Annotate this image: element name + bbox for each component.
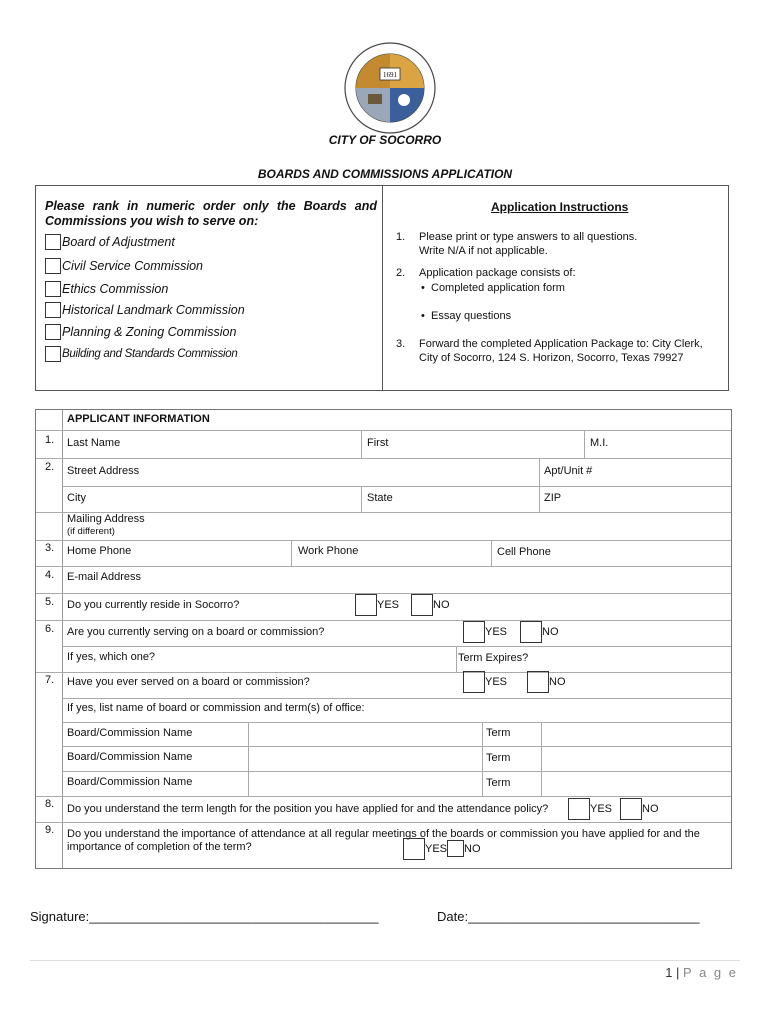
row-number: 9. <box>45 824 55 836</box>
applicant-header: APPLICANT INFORMATION <box>67 413 210 425</box>
seal-year: 1691 <box>383 71 397 79</box>
city-field[interactable]: City <box>67 492 86 504</box>
section-divider <box>382 186 383 390</box>
first-name-field[interactable]: First <box>367 437 389 449</box>
no-checkbox[interactable] <box>527 671 549 693</box>
city-seal-logo <box>344 42 436 134</box>
email-field[interactable]: E-mail Address <box>67 571 141 583</box>
apt-unit-field[interactable]: Apt/Unit # <box>544 465 593 477</box>
middle-initial-field[interactable]: M.I. <box>590 437 609 449</box>
q9-yes-option[interactable]: YES <box>403 838 447 860</box>
q5-yes-option[interactable]: YES <box>355 594 399 616</box>
board-label: Historical Landmark Commission <box>62 303 245 317</box>
term-field[interactable]: Term <box>486 777 511 789</box>
page-number: 1 | P a g e <box>665 965 738 980</box>
q7-no-option[interactable]: NO <box>527 671 566 693</box>
yes-checkbox[interactable] <box>355 594 377 616</box>
mailing-note: (if different) <box>67 526 115 537</box>
board-label: Building and Standards Commission <box>62 348 238 360</box>
row-number: 6. <box>45 623 55 635</box>
q5-no-option[interactable]: NO <box>411 594 450 616</box>
form-title: BOARDS AND COMMISSIONS APPLICATION <box>257 167 513 181</box>
no-checkbox[interactable] <box>520 621 542 643</box>
street-address-field[interactable]: Street Address <box>67 465 140 477</box>
row-number: 3. <box>45 542 55 554</box>
mailing-address-field[interactable]: Mailing Address <box>67 513 145 525</box>
no-checkbox[interactable] <box>447 840 464 857</box>
cell-phone-field[interactable]: Cell Phone <box>497 546 551 558</box>
q7-list-instruction: If yes, list name of board or commission and term(s) of office: <box>67 702 365 714</box>
board-option-planning[interactable] <box>45 324 236 340</box>
no-checkbox[interactable] <box>411 594 433 616</box>
row-number: 8. <box>45 798 55 810</box>
board-option-civil-service[interactable] <box>45 258 203 274</box>
q8-yes-option[interactable]: YES <box>568 798 612 820</box>
q5-reside-question: Do you currently reside in Socorro? <box>67 599 240 611</box>
q7-yes-option[interactable]: YES <box>463 671 507 693</box>
state-field[interactable]: State <box>367 492 393 504</box>
boards-section: Please rank in numeric order only the Boards and Commissions you wish to serve on: Board of Adjustment Civil Service Commission Ethics Commission Historical Landmark Commission Planning & Zoning Commission Building and Standards Commission Application Instructions 1. Please print or type answers to all questions. Write N/A if not applicable. 2. Application package consists of: • Completed application form • Essay questions 3. Forward the completed Application Package to: City Clerk, City of Socorro, 124 S. Horizon, Socorro, Texas 79927 <box>35 185 729 391</box>
term-field[interactable]: Term <box>486 727 511 739</box>
row-number: 1. <box>45 434 55 446</box>
board-option-historical[interactable] <box>45 302 245 318</box>
yes-checkbox[interactable] <box>568 798 590 820</box>
board-name-field[interactable]: Board/Commission Name <box>67 751 193 763</box>
boards-instruction: Please rank in numeric order only the Boards and Commissions you wish to serve on: <box>45 199 377 228</box>
signature-field[interactable]: Signature:________________________________________ <box>30 909 379 924</box>
yes-checkbox[interactable] <box>463 671 485 693</box>
rank-box[interactable] <box>45 234 61 250</box>
row-number: 4. <box>45 569 55 581</box>
board-option-building[interactable] <box>45 346 237 362</box>
q9-attendance-question: Do you understand the importance of attendance at all regular meetings of the boards or commission you have applied for and the <box>67 828 700 840</box>
q6-no-option[interactable]: NO <box>520 621 559 643</box>
q6-yes-option[interactable]: YES <box>463 621 507 643</box>
q9-attendance-question-cont: importance of completion of the term? <box>67 841 252 853</box>
board-option-adjustment[interactable] <box>45 234 175 250</box>
term-field[interactable]: Term <box>486 752 511 764</box>
row-number: 2. <box>45 461 55 473</box>
board-name-field[interactable]: Board/Commission Name <box>67 776 193 788</box>
term-expires-field[interactable]: Term Expires? <box>458 652 529 664</box>
applicant-information-table <box>35 409 732 869</box>
q8-no-option[interactable]: NO <box>620 798 659 820</box>
rank-box[interactable] <box>45 324 61 340</box>
q6-which-field[interactable]: If yes, which one? <box>67 651 156 663</box>
q9-no-option[interactable]: NO <box>447 840 481 857</box>
last-name-field[interactable]: Last Name <box>67 437 121 449</box>
city-title: CITY OF SOCORRO <box>328 133 442 147</box>
q7-served-question: Have you ever served on a board or commission? <box>67 676 310 688</box>
rank-box[interactable] <box>45 258 61 274</box>
no-checkbox[interactable] <box>620 798 642 820</box>
rank-box[interactable] <box>45 302 61 318</box>
instructions-title: Application Instructions <box>491 200 629 214</box>
yes-checkbox[interactable] <box>463 621 485 643</box>
yes-checkbox[interactable] <box>403 838 425 860</box>
row-number: 7. <box>45 674 55 686</box>
q8-term-question: Do you understand the term length for the position you have applied for and the attendance policy? <box>67 803 549 815</box>
board-label: Civil Service Commission <box>62 259 203 273</box>
board-option-ethics[interactable] <box>45 281 168 297</box>
zip-field[interactable]: ZIP <box>544 492 562 504</box>
q6-serving-question: Are you currently serving on a board or commission? <box>67 626 325 638</box>
row-number: 5. <box>45 596 55 608</box>
rank-box[interactable] <box>45 281 61 297</box>
board-label: Board of Adjustment <box>62 235 175 249</box>
home-phone-field[interactable]: Home Phone <box>67 545 132 557</box>
date-field[interactable]: Date:________________________________ <box>437 909 700 924</box>
rank-box[interactable] <box>45 346 61 362</box>
board-name-field[interactable]: Board/Commission Name <box>67 727 193 739</box>
board-label: Ethics Commission <box>62 282 169 296</box>
board-label: Planning & Zoning Commission <box>62 325 237 339</box>
footer-divider <box>30 960 740 961</box>
work-phone-field[interactable]: Work Phone <box>298 545 359 557</box>
